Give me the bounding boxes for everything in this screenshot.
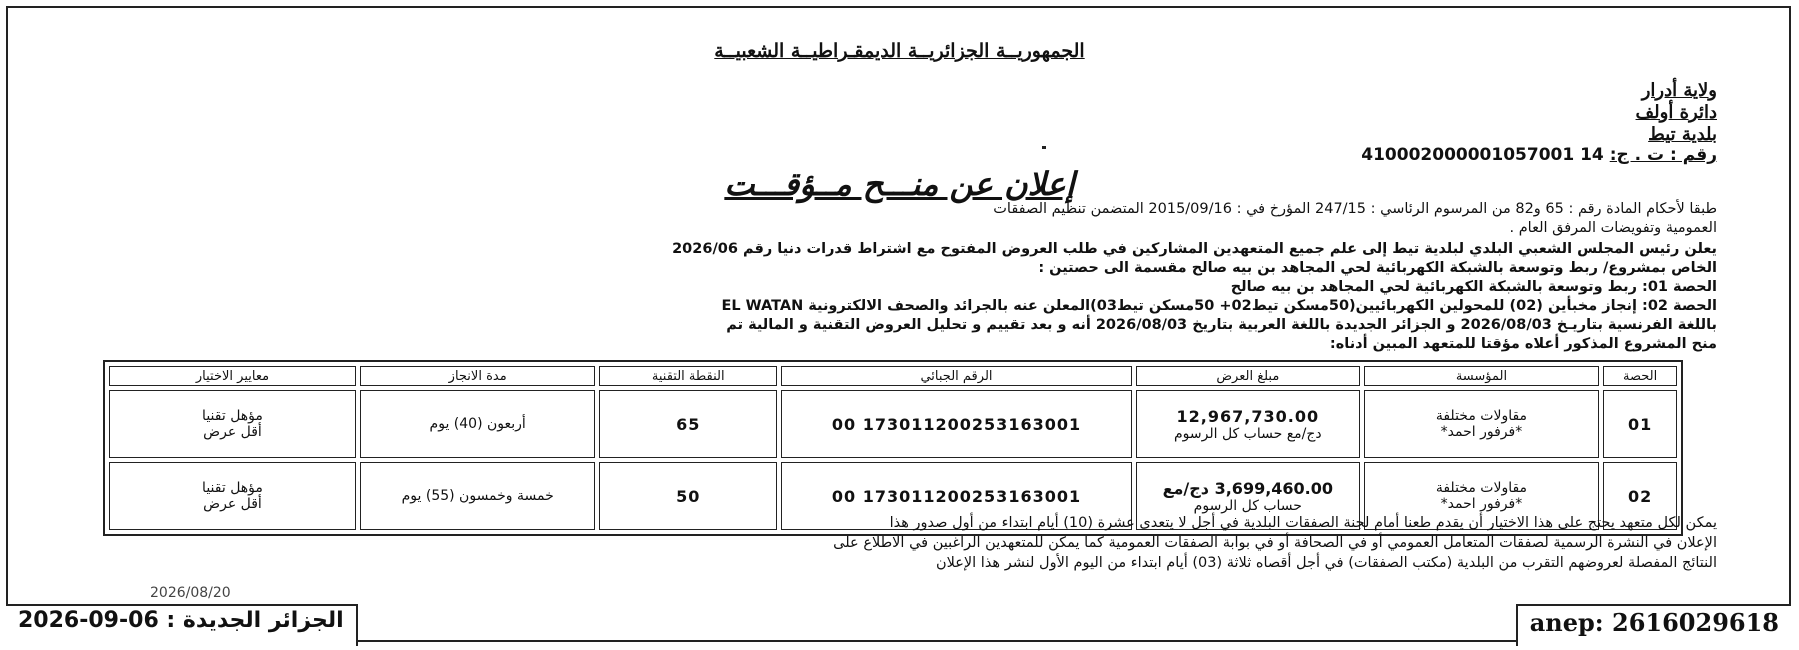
criteria-cell xyxy=(109,390,356,458)
paragraph-announcement xyxy=(130,240,1717,354)
amount-note: دج/مع حساب كل الرسوم xyxy=(1173,425,1322,442)
amount-value: 3,699,460.00 دج/مع xyxy=(1162,478,1334,498)
column-header: الرقم الجبائي xyxy=(781,366,1132,386)
anep-number: anep: 2616029618 xyxy=(1516,604,1791,646)
criteria-technical: مؤهل تقنيا xyxy=(202,408,263,424)
column-header: معايير الاختيار xyxy=(109,366,356,386)
column-header: المؤسسة xyxy=(1364,366,1599,386)
paragraph-line: باللغة الفرنسية بتاريـخ 2026/08/03 و الجزائر الجديدة باللغة العربية بتاريخ 2026/08/03 أنه و بعد تقييم و تحليل العروض التقنية و المالية تم xyxy=(726,317,1717,333)
technical-score: 50 xyxy=(599,462,777,530)
criteria-technical: مؤهل تقنيا xyxy=(202,480,263,496)
lot-number: 01 xyxy=(1603,390,1677,458)
republic-header: الجمهوريــة الجزائريــة الديمقـراطيــة الشعبيــة xyxy=(714,40,1085,62)
technical-score: 65 xyxy=(599,390,777,458)
lot-1-description: الحصة 01: ربط وتوسعة بالشبكة الكهربائية لحي المجاهد بن بيه صالح xyxy=(1230,279,1717,295)
column-header: مدة الانجاز xyxy=(360,366,595,386)
duration: أربعون (40) يوم xyxy=(360,390,595,458)
lot-number: 02 xyxy=(1603,462,1677,530)
stray-mark xyxy=(1042,146,1046,149)
paragraph-line: الخاص بمشروع/ ربط وتوسعة بالشبكة الكهربائية لحي المجاهد بن بيه صالح مقسمة الى حصتين : xyxy=(1038,260,1717,276)
column-header: مبلغ العرض xyxy=(1136,366,1360,386)
tax-id: 173011200253163001 00 xyxy=(781,462,1132,530)
criteria-lowest-bid: أقل عرض xyxy=(203,424,262,440)
paragraph-line: طبقا لأحكام المادة رقم : 65 و82 من المرسوم الرئاسي : 247/15 المؤرخ في : 2015/09/16 المتضمن تنظيم الصفقات xyxy=(993,201,1717,217)
paragraph-legal-basis xyxy=(130,200,1717,238)
paragraph-line: النتائج المفصلة لعروضهم التقرب من البلدية (مكتب الصفقات) في أجل أقصاه ثلاثة (03) أيام ابتداء من اليوم الأول لنشر هذا الإعلان xyxy=(935,555,1717,571)
amount-cell xyxy=(1136,390,1360,458)
paragraph-line: العمومية وتفويضات المرفق العام . xyxy=(1509,220,1717,236)
company-name: مقاولات مختلفة xyxy=(1435,408,1528,424)
amount-note: حساب كل الرسوم xyxy=(1193,497,1302,514)
tax-reference xyxy=(1361,145,1717,165)
publication-stamp: الجزائر الجديدة : 06-09-2026 xyxy=(6,604,358,646)
announcement-title: إعلان عن منـــح مــؤقـــت xyxy=(724,165,1075,203)
amount-value: 12,967,730.00 xyxy=(1176,406,1320,426)
award-table-header-row xyxy=(109,366,1677,386)
award-table xyxy=(103,360,1683,536)
paragraph-line: يعلن رئيس المجلس الشعبي البلدي لبلدية تيط إلى علم جميع المتعهدين المشاركين في طلب العروض المفتوح مع اشتراط قدرات دنيا رقم 2026/06 xyxy=(672,241,1717,257)
company-name: مقاولات مختلفة xyxy=(1435,480,1528,496)
paragraph-line: يمكن لكل متعهد يحتج على هذا الاختيار أن يقدم طعنا أمام لجنة الصفقات البلدية في أجل لا يتعدى عشرة (10) أيام ابتداء من أول صدور هذا xyxy=(889,515,1717,531)
tax-id: 173011200253163001 00 xyxy=(781,390,1132,458)
wilaya-label: ولاية أدرار xyxy=(1641,80,1717,101)
company-owner: *فرفور احمد* xyxy=(1440,496,1523,512)
paragraph-line: منح المشروع المذكور أعلاه مؤقتا للمتعهد المبين أدناه: xyxy=(1329,336,1717,352)
duration: خمسة وخمسون (55) يوم xyxy=(360,462,595,530)
appeal-notice xyxy=(130,513,1717,573)
tax-reference-number: 410002000001057001 14 xyxy=(1361,145,1604,165)
tax-reference-label: رقم : ت . ج: xyxy=(1609,145,1717,165)
criteria-lowest-bid: أقل عرض xyxy=(203,496,262,512)
lot-2-description: الحصة 02: إنجاز مخبأين (02) للمحولين الكهربائيين(50مسكن تيط02+ 50مسكن تيط03)المعلن عنه بالجرائد والصحف الالكترونية EL WATAN xyxy=(721,298,1717,314)
cutoff-date: 2026/08/20 xyxy=(150,585,231,601)
company-cell xyxy=(1364,390,1599,458)
column-header: النقطة التقنية xyxy=(599,366,777,386)
company-owner: *فرفور احمد* xyxy=(1440,424,1523,440)
daira-label: دائرة أولف xyxy=(1635,102,1717,123)
paragraph-line: الإعلان في النشرة الرسمية لصفقات المتعامل العمومي أو في الصحافة أو في بوابة الصفقات العمومية كما يمكن للمتعهدين الراغبين في الاطلاع على xyxy=(833,535,1717,551)
column-header: الحصة xyxy=(1603,366,1677,386)
commune-label: بلدية تيط xyxy=(1648,124,1717,145)
table-row xyxy=(109,390,1677,458)
